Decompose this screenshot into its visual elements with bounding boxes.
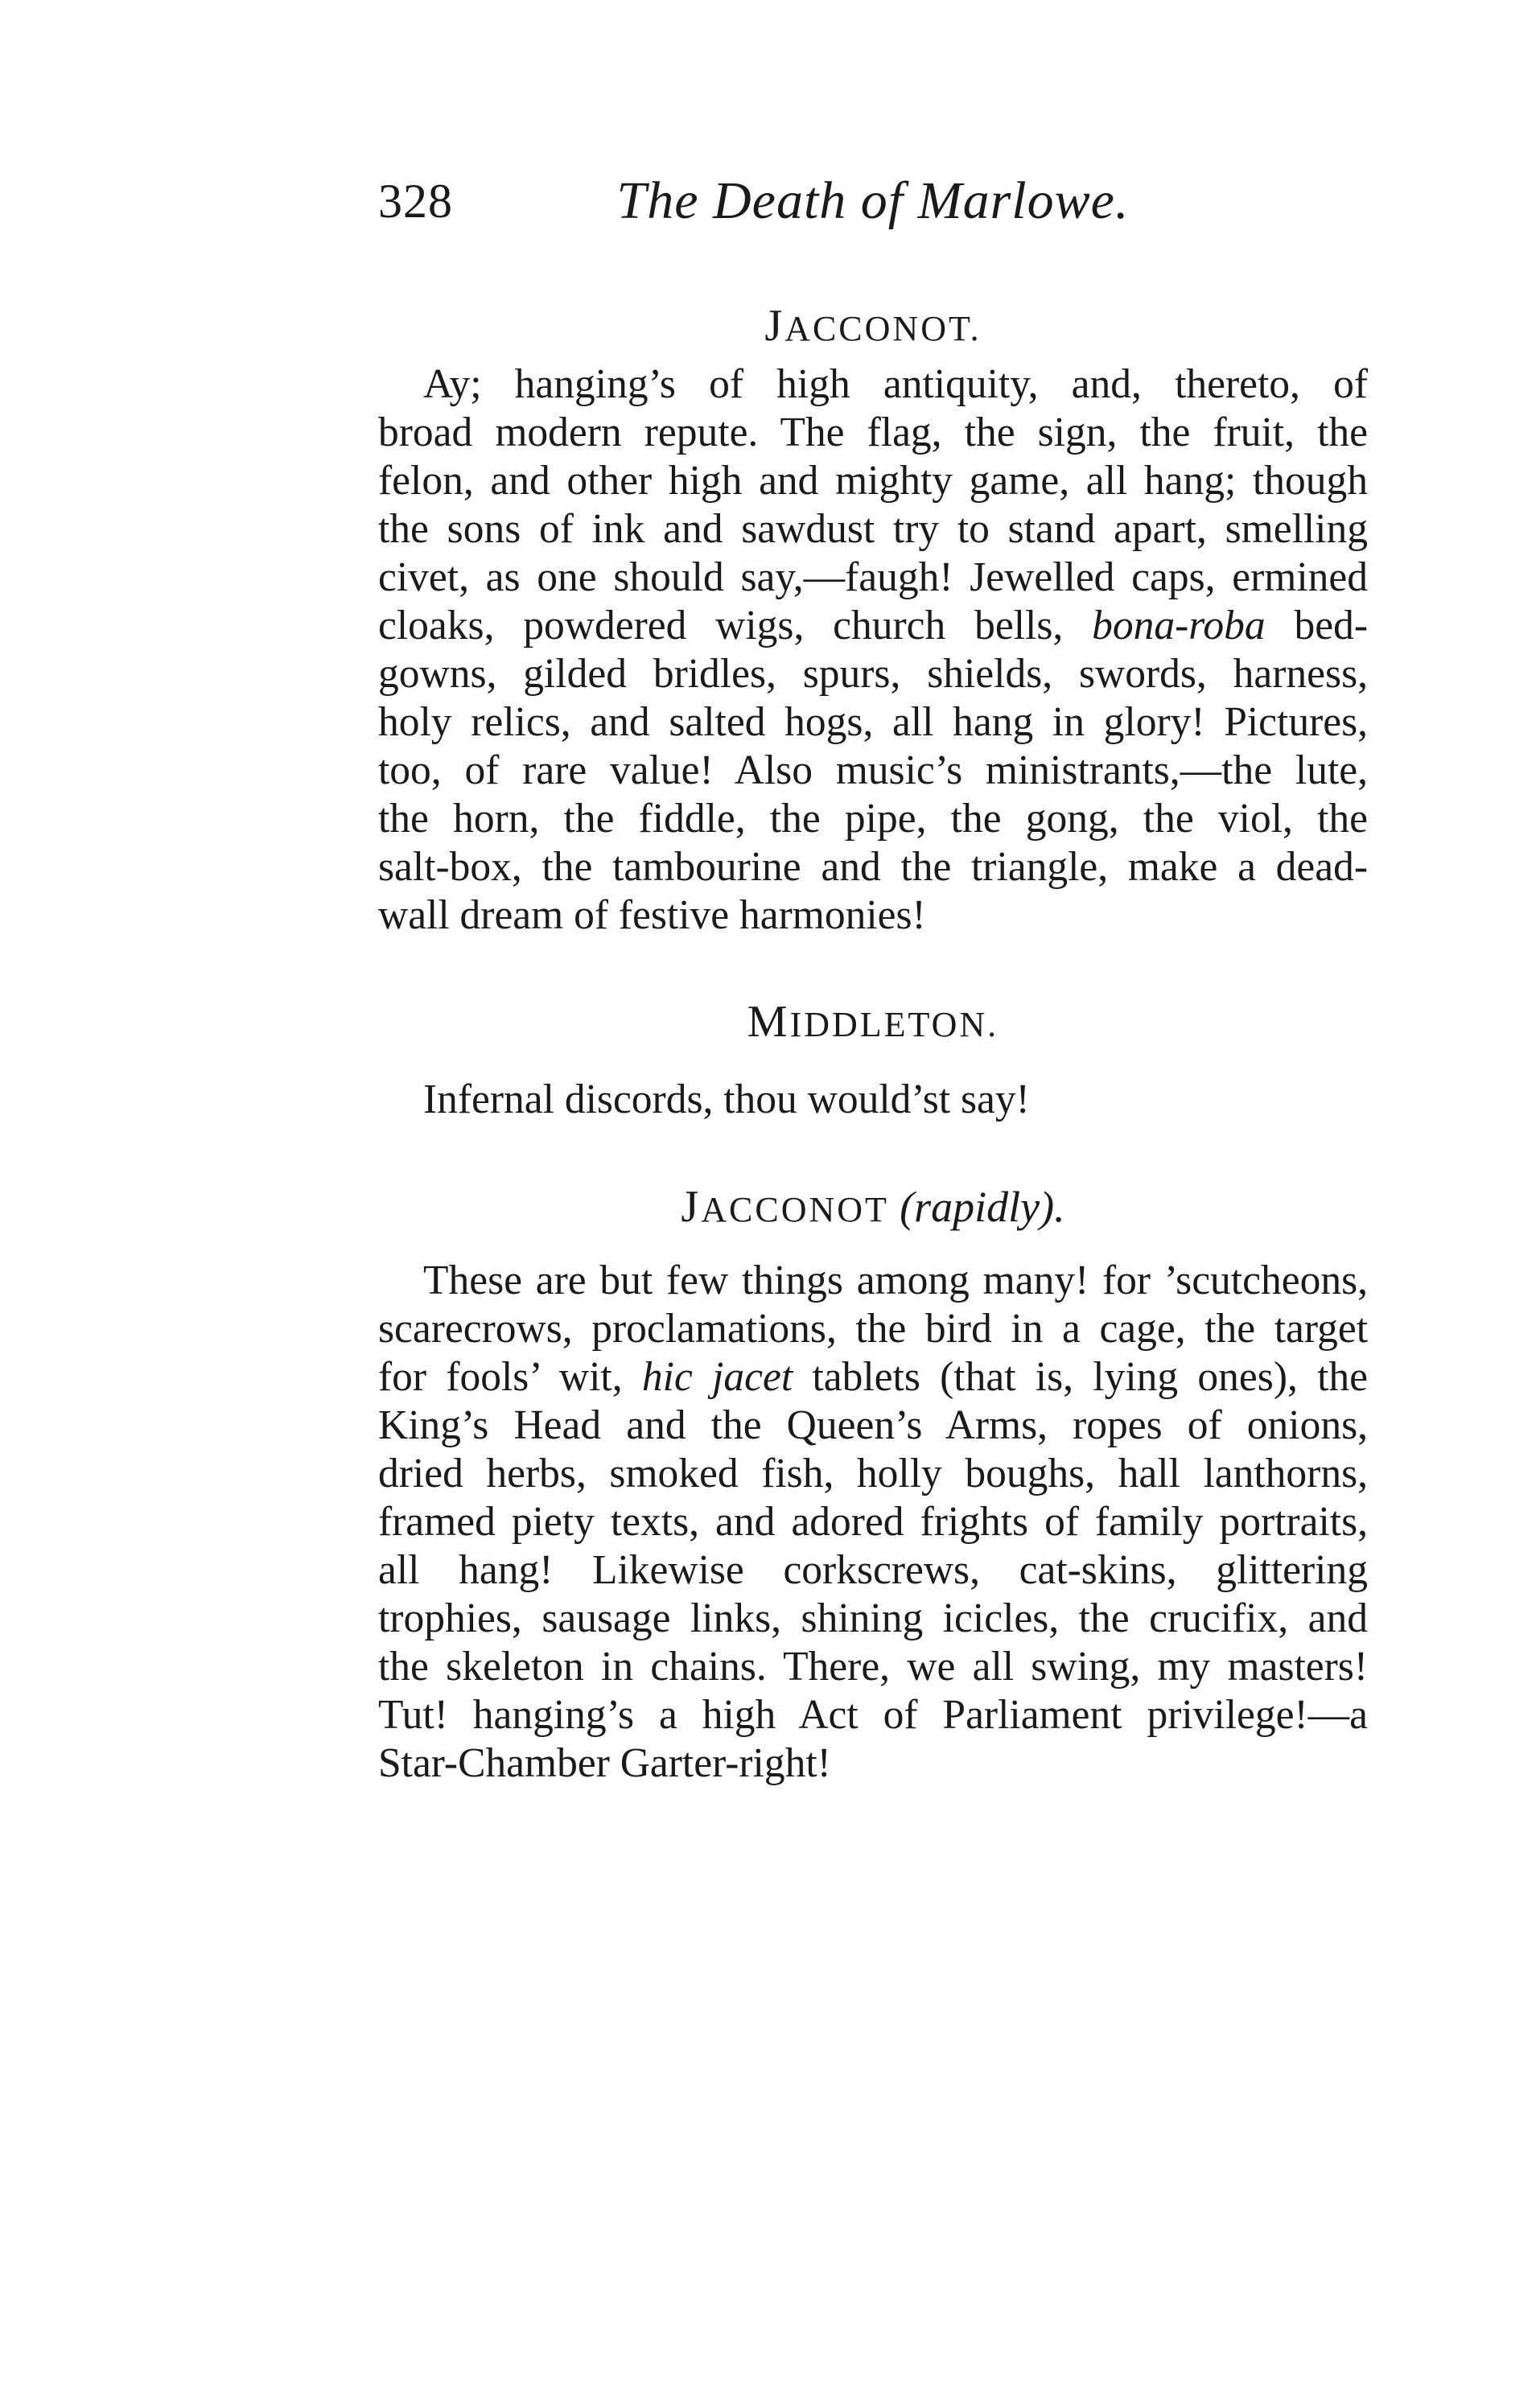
speech-block — [378, 1076, 1368, 1124]
speech-line: salt-box, the tambourine and the triangle, make a dead- — [378, 844, 1368, 890]
italic-phrase: bona-roba — [1092, 603, 1266, 648]
speech-line: trophies, sausage links, shining icicles, the crucifix, and — [378, 1595, 1368, 1641]
speech-line — [378, 1353, 1368, 1402]
speech-line: the horn, the fiddle, the pipe, the gong, the viol, the — [378, 796, 1368, 842]
speech-text: bed- — [1294, 603, 1369, 648]
speech-line: dried herbs, smoked fish, holly boughs, hall lanthorns, — [378, 1451, 1368, 1496]
speech-line: the skeleton in chains. There, we all swing, my masters! — [378, 1644, 1368, 1690]
speech-block — [378, 360, 1368, 940]
speech-line: scarecrows, proclamations, the bird in a cage, the target — [378, 1306, 1368, 1352]
speech-line: the sons of ink and sawdust try to stand apart, smelling — [378, 506, 1368, 552]
speaker-initial: J — [764, 301, 785, 351]
speaker-heading — [378, 302, 1368, 353]
speech-line: framed piety texts, and adored frights of family portraits, — [378, 1499, 1368, 1545]
speech-line: wall dream of festive harmonies! — [378, 892, 926, 938]
speaker-heading — [378, 1183, 1368, 1234]
speech-line: too, of rare value! Also music’s ministrants,—the lute, — [378, 747, 1368, 793]
running-title: The Death of Marlowe. — [616, 171, 1130, 230]
stage-direction: (rapidly). — [900, 1183, 1065, 1231]
italic-phrase: hic jacet — [641, 1354, 793, 1400]
speech-line: Ay; hanging’s of high antiquity, and, thereto, of — [423, 361, 1368, 407]
speaker-name-rest: IDDLETON. — [789, 1005, 999, 1044]
speech-block — [378, 1257, 1368, 1788]
speech-line: holy relics, and salted hogs, all hang in glory! Pictures, — [378, 699, 1368, 745]
speech-line: civet, as one should say,—faugh! Jewelled caps, ermined — [378, 554, 1368, 600]
speech-line: Tut! hanging’s a high Act of Parliament privilege!—a — [378, 1692, 1368, 1738]
page-number: 328 — [378, 175, 453, 228]
speaker-initial: J — [681, 1182, 702, 1232]
speech-text: for fools’ wit, — [378, 1354, 623, 1400]
speech-text: tablets (that is, lying ones), the — [812, 1354, 1369, 1400]
speech-line: gowns, gilded bridles, spurs, shields, swords, harness, — [378, 651, 1368, 697]
speaker-name-rest: ACCONOT. — [784, 309, 982, 348]
speech-line: Infernal discords, thou would’st say! — [423, 1077, 1030, 1122]
speech-line: broad modern repute. The flag, the sign, the fruit, the — [378, 410, 1368, 455]
speech-line: all hang! Likewise corkscrews, cat-skins, glittering — [378, 1547, 1368, 1593]
speech-line: King’s Head and the Queen’s Arms, ropes of onions, — [378, 1402, 1368, 1448]
running-head — [378, 165, 1368, 237]
speaker-name-rest: ACCONOT — [701, 1190, 889, 1229]
speech-line — [378, 602, 1368, 650]
speech-text: cloaks, powdered wigs, church bells, — [378, 603, 1064, 648]
speaker-heading — [378, 998, 1368, 1049]
speech-line: felon, and other high and mighty game, all hang; though — [378, 458, 1368, 504]
speech-line: Star-Chamber Garter-right! — [378, 1740, 831, 1786]
speaker-initial: M — [747, 997, 790, 1047]
speech-line: These are but few things among many! for ’scutcheons, — [423, 1258, 1368, 1303]
